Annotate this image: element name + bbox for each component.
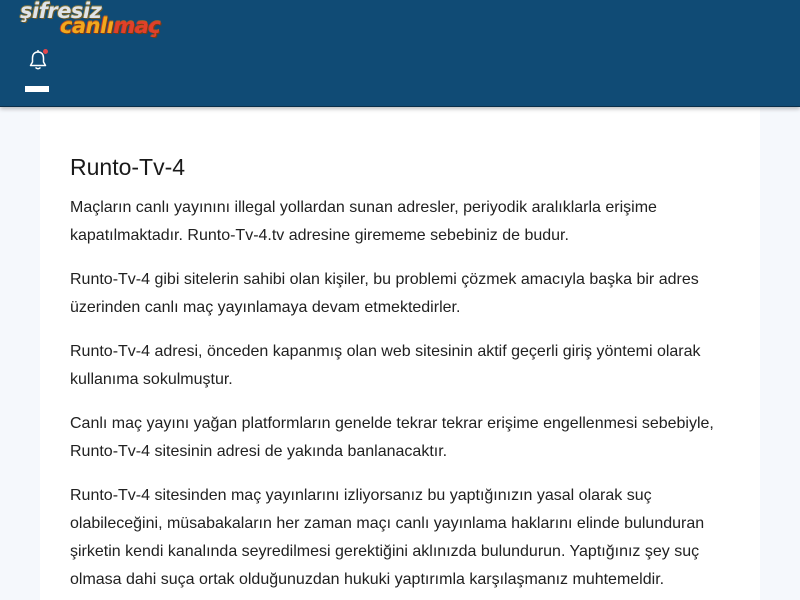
site-header xyxy=(0,0,800,107)
article-paragraph: Canlı maç yayını yağan platformların genelde tekrar tekrar erişime engellenmesi sebebiyle, Runto-Tv-4 sitesinin adresi de yakında banlanacaktır. xyxy=(70,415,714,460)
article-paragraph: Runto-Tv-4 adresi, önceden kapanmış olan web sitesinin aktif geçerli giriş yöntemi olarak kullanıma sokulmuştur. xyxy=(70,343,701,388)
page-title: Runto-Tv-4 xyxy=(70,154,186,180)
site-logo[interactable] xyxy=(20,0,165,42)
left-gutter xyxy=(0,107,40,600)
notification-button[interactable] xyxy=(28,49,48,71)
logo-text-line2 xyxy=(60,14,160,38)
logo-text-mac: maç xyxy=(113,14,161,38)
logo-text-line1: şifresiz xyxy=(20,0,102,23)
article-paragraph: Runto-Tv-4 sitesinden maç yayınlarını izliyorsanız bu yaptığınızın yasal olarak suç olabileceğini, müsabakaların her zaman maçı canlı yayınlama haklarını elinde bulunduran şirketin kendi kanalında seyredilmesi gerektiğini aklınızda bulundurun. Yaptığınız şey suç olmasa dahi suça ortak olduğunuzdan hukuki yaptırımla karşılaşmanız muhtemeldir. xyxy=(70,487,705,588)
article-paragraph: Maçların canlı yayınını illegal yollardan sunan adresler, periyodik aralıklarla erişime kapatılmaktadır. Runto-Tv-4.tv adresine girememe sebebiniz de budur. xyxy=(70,199,657,244)
article-paragraph: Runto-Tv-4 gibi sitelerin sahibi olan kişiler, bu problemi çözmek amacıyla başka bir adres üzerinden canlı maç yayınlamaya devam etmektedirler. xyxy=(70,271,699,316)
menu-toggle-button[interactable] xyxy=(25,86,49,92)
logo-text-canli: canlı xyxy=(60,14,114,38)
notification-badge xyxy=(43,49,48,54)
article-card xyxy=(40,107,760,600)
